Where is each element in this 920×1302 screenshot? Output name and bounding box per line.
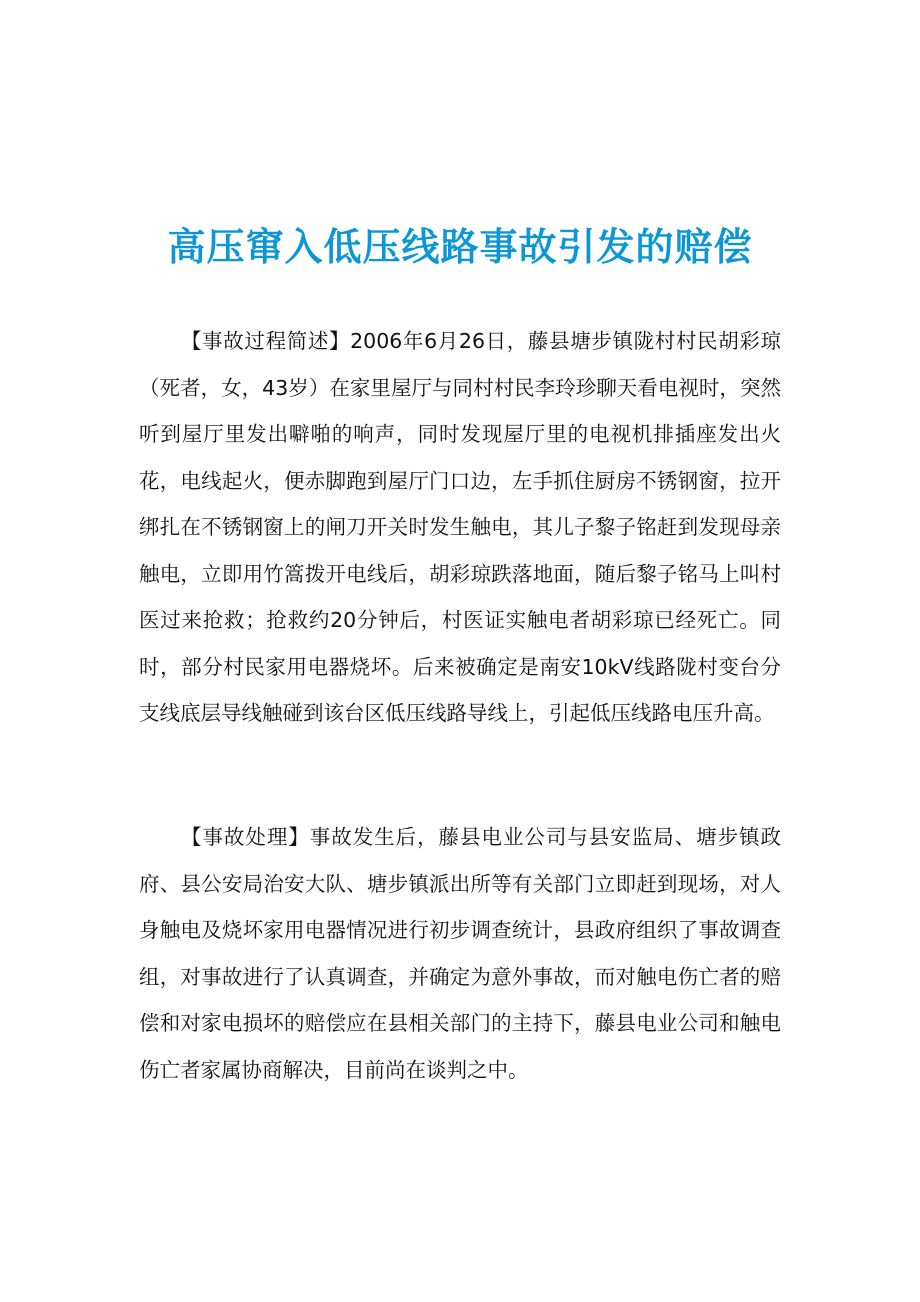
- paragraph-accident-handling: 【事故处理】事故发生后，藤县电业公司与县安监局、塘步镇政府、县公安局治安大队、塘步镇派出所等有关部门立即赶到现场，对人身触电及烧坏家用电器情况进行初步调查统计，县政府组织了事故调查组，对事故进行了认真调查，并确定为意外事故，而对触电伤亡者的赔偿和对家电损坏的赔偿应在县相关部门的主持下，藤县电业公司和触电伤亡者家属协商解决，目前尚在谈判之中。: [139, 825, 781, 1082]
- paragraph-accident-summary: 【事故过程简述】2006年6月26日，藤县塘步镇陇村村民胡彩琼（死者，女，43岁）在家里屋厅与同村村民李玲珍聊天看电视时，突然听到屋厅里发出噼啪的响声，同时发现屋厅里的电视机排插座发出火花，电线起火，便赤脚跑到屋厅门口边，左手抓住厨房不锈钢窗，拉开绑扎在不锈钢窗上的闸刀开关时发生触电，其儿子黎子铭赶到发现母亲触电，立即用竹篙拨开电线后，胡彩琼跌落地面，随后黎子铭马上叫村医过来抢救；抢救约20分钟后，村医证实触电者胡彩琼已经死亡。同时，部分村民家用电器烧坏。后来被确定是南安10kV线路陇村变台分支线底层导线触碰到该台区低压线路导线上，引起低压线路电压升高。: [139, 329, 781, 725]
- document-title: 高压窜入低压线路事故引发的赔偿: [167, 225, 753, 270]
